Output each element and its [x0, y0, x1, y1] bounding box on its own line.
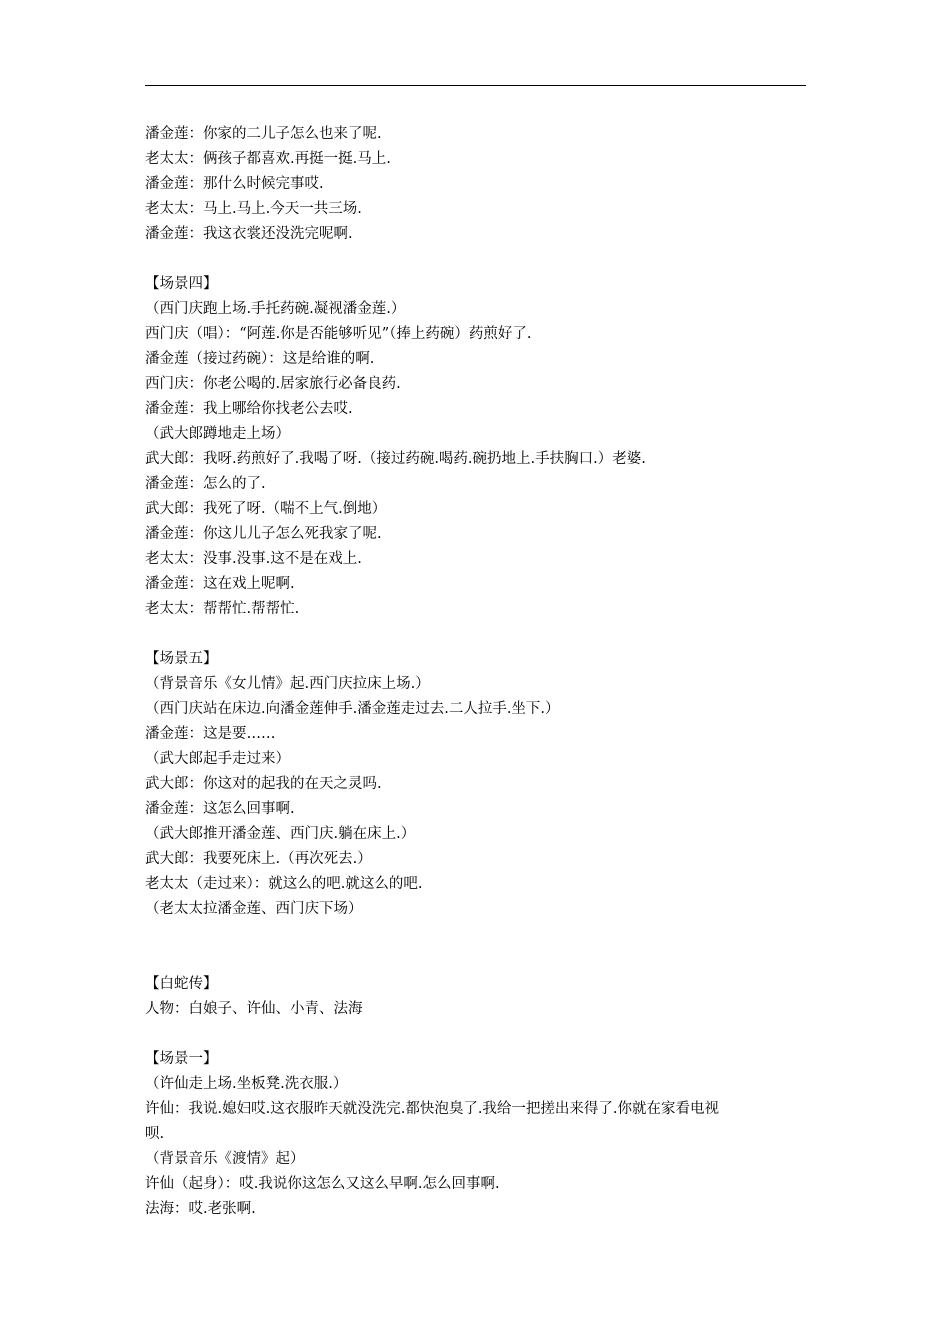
dialogue-line: 武大郎：你这对的起我的在天之灵吗.: [145, 776, 382, 792]
dialogue-line: 老太太：马上.马上.今天一共三场.: [145, 201, 362, 217]
scene-four: [145, 272, 815, 622]
dialogue-line: 许仙：我说.媳妇哎.这衣服昨天就没洗完.都快泡臭了.我给一把搓出来得了.你就在家看电视: [145, 1101, 720, 1117]
dialogue-line: 潘金莲：怎么的了.: [145, 476, 266, 492]
scene-one: [145, 1047, 815, 1222]
scene-five: [145, 647, 815, 922]
character-list: 人物：白娘子、许仙、小青、法海: [145, 1001, 363, 1017]
dialogue-line: 武大郎：我呀.药煎好了.我喝了呀.（接过药碗.喝药.碗扔地上.手扶胸口.）老婆.: [145, 451, 646, 467]
white-snake-header: [145, 972, 815, 1022]
dialogue-line: 武大郎：我死了呀.（喘不上气.倒地）: [145, 501, 387, 517]
scene-heading: 【场景五】: [145, 651, 218, 667]
blank-line: [145, 922, 815, 972]
dialogue-line: 武大郎：我要死床上.（再次死去.）: [145, 851, 372, 867]
dialogue-line-continued: 呗.: [145, 1126, 165, 1142]
stage-direction: （老太太拉潘金莲、西门庆下场）: [145, 901, 363, 917]
dialogue-line: 潘金莲：你这儿儿子怎么死我家了呢.: [145, 526, 382, 542]
header-rule: [145, 85, 806, 86]
dialogue-line: 潘金莲：这是要……: [145, 726, 276, 742]
dialogue-line: 潘金莲（接过药碗）：这是给谁的啊.: [145, 351, 375, 367]
stage-direction: （背景音乐《渡情》起）: [145, 1151, 305, 1167]
stage-direction: （许仙走上场.坐板凳.洗衣服.）: [145, 1076, 348, 1092]
dialogue-block-1: [145, 122, 815, 247]
blank-line: [145, 1022, 815, 1047]
dialogue-line: 许仙（起身）：哎.我说你这怎么又这么早啊.怎么回事啊.: [145, 1176, 500, 1192]
dialogue-line: 潘金莲：那什么时候完事哎.: [145, 176, 324, 192]
dialogue-line: 老太太：帮帮忙.帮帮忙.: [145, 601, 300, 617]
stage-direction: （武大郎蹲地走上场）: [145, 426, 290, 442]
blank-line: [145, 622, 815, 647]
dialogue-line: 潘金莲：这怎么回事啊.: [145, 801, 295, 817]
scene-heading: 【场景四】: [145, 276, 218, 292]
script-text: [145, 122, 815, 1222]
stage-direction: （武大郎起手走过来）: [145, 751, 290, 767]
dialogue-line: 老太太：没事.没事.这不是在戏上.: [145, 551, 362, 567]
dialogue-line: 潘金莲：我这衣裳还没洗完呢啊.: [145, 226, 353, 242]
dialogue-line: 潘金莲：你家的二儿子怎么也来了呢.: [145, 126, 382, 142]
dialogue-line: 西门庆（唱）：“阿莲.你是否能够听见”（捧上药碗）药煎好了.: [145, 326, 532, 342]
dialogue-line: 西门庆：你老公喝的.居家旅行必备良药.: [145, 376, 401, 392]
dialogue-line: 法海：哎.老张啊.: [145, 1201, 256, 1217]
dialogue-line: 潘金莲：这在戏上呢啊.: [145, 576, 295, 592]
dialogue-line: 老太太（走过来）：就这么的吧.就这么的吧.: [145, 876, 423, 892]
blank-line: [145, 247, 815, 272]
dialogue-line: 潘金莲：我上哪给你找老公去哎.: [145, 401, 353, 417]
stage-direction: （背景音乐《女儿情》起.西门庆拉床上场.）: [145, 676, 430, 692]
stage-direction: （西门庆站在床边.向潘金莲伸手.潘金莲走过去.二人拉手.坐下.）: [145, 701, 560, 717]
play-title: 【白蛇传】: [145, 976, 218, 992]
stage-direction: （西门庆跑上场.手托药碗.凝视潘金莲.）: [145, 301, 406, 317]
stage-direction: （武大郎推开潘金莲、西门庆.躺在床上.）: [145, 826, 416, 842]
scene-heading: 【场景一】: [145, 1051, 218, 1067]
dialogue-line: 老太太：俩孩子都喜欢.再挺一挺.马上.: [145, 151, 391, 167]
